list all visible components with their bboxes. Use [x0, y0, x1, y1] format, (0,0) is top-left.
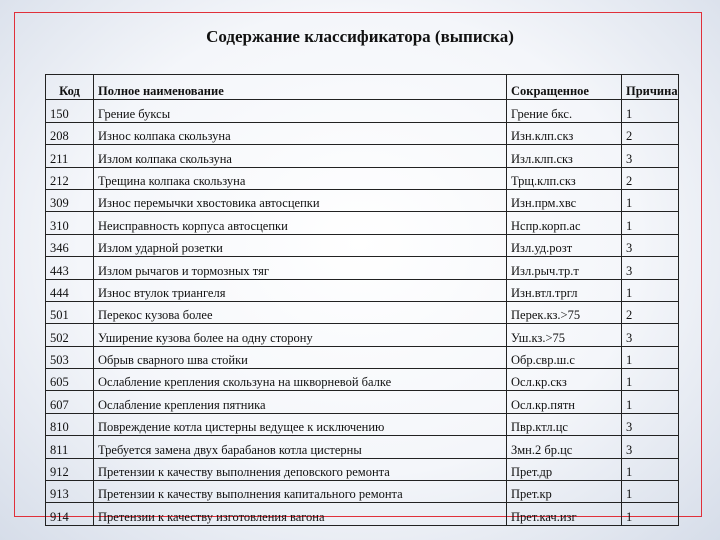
table-row: [46, 481, 679, 503]
cell-reason: 3: [622, 145, 679, 167]
cell-reason: 3: [622, 324, 679, 346]
cell-reason: 1: [622, 100, 679, 122]
cell-code: 501: [46, 301, 94, 323]
cell-full-name: Излом колпака скользуна: [94, 145, 507, 167]
cell-short-name: Изн.втл.тргл: [507, 279, 622, 301]
cell-full-name: Трещина колпака скользуна: [94, 167, 507, 189]
cell-full-name: Претензии к качеству выполнения капитального ремонта: [94, 481, 507, 503]
cell-full-name: Перекос кузова более: [94, 301, 507, 323]
cell-code: 502: [46, 324, 94, 346]
header-code: Код: [46, 75, 94, 100]
cell-short-name: Осл.кр.скз: [507, 369, 622, 391]
page-title: Содержание классификатора (выписка): [206, 27, 514, 46]
cell-code: 211: [46, 145, 94, 167]
cell-short-name: Уш.кз.>75: [507, 324, 622, 346]
cell-reason: 1: [622, 503, 679, 525]
cell-short-name: Изл.рыч.тр.т: [507, 257, 622, 279]
cell-code: 212: [46, 167, 94, 189]
cell-reason: 2: [622, 167, 679, 189]
cell-reason: 3: [622, 234, 679, 256]
cell-short-name: Изн.прм.хвс: [507, 189, 622, 211]
table-row: [46, 369, 679, 391]
cell-full-name: Уширение кузова более на одну сторону: [94, 324, 507, 346]
cell-full-name: Износ перемычки хвостовика автосцепки: [94, 189, 507, 211]
table-row: [46, 167, 679, 189]
cell-short-name: Изл.клп.скз: [507, 145, 622, 167]
cell-reason: 1: [622, 458, 679, 480]
cell-code: 914: [46, 503, 94, 525]
cell-reason: 1: [622, 391, 679, 413]
cell-reason: 1: [622, 369, 679, 391]
cell-short-name: Трщ.клп.скз: [507, 167, 622, 189]
cell-short-name: Перек.кз.>75: [507, 301, 622, 323]
table-row: [46, 234, 679, 256]
cell-full-name: Излом рычагов и тормозных тяг: [94, 257, 507, 279]
cell-code: 309: [46, 189, 94, 211]
cell-reason: 2: [622, 122, 679, 144]
cell-short-name: Грение бкс.: [507, 100, 622, 122]
cell-code: 444: [46, 279, 94, 301]
classifier-table: [45, 74, 679, 526]
cell-full-name: Износ втулок триангеля: [94, 279, 507, 301]
cell-short-name: Нспр.корп.ас: [507, 212, 622, 234]
cell-reason: 3: [622, 436, 679, 458]
cell-full-name: Ослабление крепления пятника: [94, 391, 507, 413]
table-row: [46, 301, 679, 323]
cell-code: 607: [46, 391, 94, 413]
cell-full-name: Обрыв сварного шва стойки: [94, 346, 507, 368]
cell-full-name: Неисправность корпуса автосцепки: [94, 212, 507, 234]
table-header-row: [46, 75, 679, 100]
cell-reason: 1: [622, 212, 679, 234]
cell-short-name: Прет.кач.изг: [507, 503, 622, 525]
table-row: [46, 257, 679, 279]
cell-reason: 1: [622, 189, 679, 211]
cell-full-name: Ослабление крепления скользуна на шкворневой балке: [94, 369, 507, 391]
cell-short-name: Изл.уд.розт: [507, 234, 622, 256]
cell-code: 208: [46, 122, 94, 144]
table-row: [46, 346, 679, 368]
table-row: [46, 436, 679, 458]
cell-full-name: Претензии к качеству изготовления вагона: [94, 503, 507, 525]
cell-short-name: Обр.свр.ш.с: [507, 346, 622, 368]
cell-full-name: Грение буксы: [94, 100, 507, 122]
cell-code: 912: [46, 458, 94, 480]
cell-full-name: Износ колпака скользуна: [94, 122, 507, 144]
table-row: [46, 100, 679, 122]
cell-short-name: Изн.клп.скз: [507, 122, 622, 144]
cell-full-name: Излом ударной розетки: [94, 234, 507, 256]
header-short-name: Сокращенное: [507, 75, 622, 100]
cell-short-name: Осл.кр.пятн: [507, 391, 622, 413]
cell-full-name: Требуется замена двух барабанов котла цистерны: [94, 436, 507, 458]
cell-reason: 1: [622, 481, 679, 503]
header-full-name: Полное наименование: [94, 75, 507, 100]
cell-code: 503: [46, 346, 94, 368]
cell-reason: 1: [622, 279, 679, 301]
cell-code: 310: [46, 212, 94, 234]
table-row: [46, 324, 679, 346]
cell-short-name: Пвр.ктл.цс: [507, 413, 622, 435]
cell-short-name: Змн.2 бр.цс: [507, 436, 622, 458]
cell-code: 810: [46, 413, 94, 435]
cell-short-name: Прет.др: [507, 458, 622, 480]
cell-code: 605: [46, 369, 94, 391]
cell-reason: 3: [622, 413, 679, 435]
cell-full-name: Претензии к качеству выполнения деповского ремонта: [94, 458, 507, 480]
cell-reason: 2: [622, 301, 679, 323]
cell-code: 913: [46, 481, 94, 503]
table-row: [46, 279, 679, 301]
table-row: [46, 503, 679, 525]
header-reason: Причина: [622, 75, 679, 100]
table-row: [46, 189, 679, 211]
cell-short-name: Прет.кр: [507, 481, 622, 503]
table-row: [46, 391, 679, 413]
table-row: [46, 145, 679, 167]
table-row: [46, 212, 679, 234]
table-row: [46, 458, 679, 480]
table-row: [46, 122, 679, 144]
cell-code: 443: [46, 257, 94, 279]
cell-reason: 1: [622, 346, 679, 368]
cell-reason: 3: [622, 257, 679, 279]
cell-code: 150: [46, 100, 94, 122]
cell-full-name: Повреждение котла цистерны ведущее к исключению: [94, 413, 507, 435]
cell-code: 346: [46, 234, 94, 256]
table-row: [46, 413, 679, 435]
cell-code: 811: [46, 436, 94, 458]
